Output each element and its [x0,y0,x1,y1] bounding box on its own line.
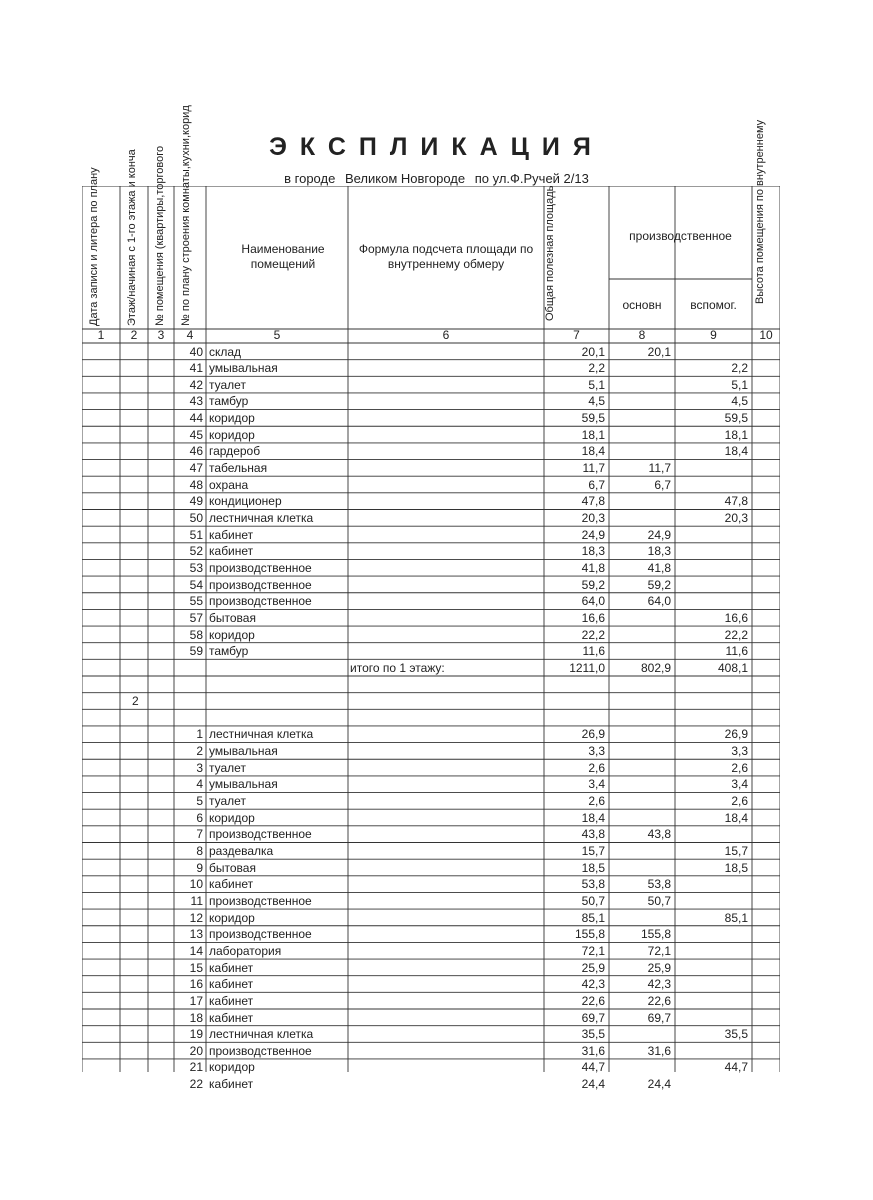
room-number: 42 [189,377,203,392]
aux-area: 22,2 [724,627,748,642]
room-number: 6 [196,810,203,825]
aux-area: 47,8 [724,494,748,509]
room-name: туалет [209,760,246,775]
aux-area: 18,1 [724,427,748,442]
main-area: 69,7 [647,1010,671,1025]
total-area: 64,0 [581,594,605,609]
room-name: производственное [209,594,312,609]
aux-area: 16,6 [724,610,748,625]
column-number: 1 [97,328,105,342]
room-name: коридор [209,627,255,642]
room-name: производственное [209,927,312,942]
room-number: 50 [189,511,203,525]
room-number: 11 [190,893,203,908]
header-room-name: Наименование помещений [241,242,325,271]
room-name: лестничная клетка [209,1027,314,1042]
main-area: 31,6 [647,1043,671,1058]
aux-area: 2,6 [731,760,748,775]
room-name: кабинет [209,877,254,892]
floor-number: 2 [132,694,139,709]
floor-total-label: итого по 1 этажу: [350,660,445,675]
room-number: 22 [189,1077,203,1092]
room-name: раздевалка [209,844,274,858]
room-number: 48 [189,477,203,492]
header-date-litera: Дата записи и литера по плану [88,167,100,326]
aux-area: 18,4 [724,444,748,459]
aux-area: 59,5 [724,411,748,426]
header-formula: Формула подсчета площади по внутреннему обмеру [358,242,534,271]
room-name: тамбур [209,644,249,659]
total-area: 44,7 [581,1060,605,1075]
room-number: 9 [196,860,203,875]
total-area: 155,8 [574,927,605,942]
room-number: 45 [189,427,203,442]
room-number: 20 [189,1043,203,1058]
room-name: производственное [209,893,312,908]
main-area: 53,8 [647,877,671,892]
header-main: основн [622,298,662,312]
total-area: 20,3 [581,511,605,525]
room-name: табельная [209,461,268,476]
room-name: коридор [209,427,255,442]
room-number: 13 [189,927,203,942]
total-area: 18,4 [581,444,605,459]
main-area: 43,8 [647,827,671,842]
room-number: 54 [189,577,203,592]
room-name: бытовая [209,860,256,875]
main-area: 24,4 [647,1077,671,1092]
main-area: 6,7 [654,477,671,492]
main-area: 25,9 [647,960,671,975]
room-number: 14 [189,943,203,958]
room-name: тамбур [209,394,249,409]
subtitle-address: по ул.Ф.Ручей 2/13 [474,171,589,186]
total-area: 15,7 [581,844,605,858]
room-name: коридор [209,1060,255,1075]
room-number: 7 [196,827,203,842]
header-aux: вспомог. [690,298,737,312]
room-name: кабинет [209,993,254,1008]
room-number: 53 [189,560,203,575]
room-number: 49 [189,494,203,509]
aux-area: 2,2 [731,361,748,376]
column-number: 4 [186,328,194,342]
room-name: производственное [209,1043,312,1058]
main-area: 41,8 [647,560,671,575]
column-number: 7 [573,328,580,342]
main-area: 59,2 [647,577,671,592]
aux-area: 18,4 [724,810,748,825]
subtitle-city-prefix: в городе [284,171,336,186]
room-name: умывальная [209,744,278,759]
total-area: 4,5 [588,394,605,409]
total-area: 18,5 [581,860,605,875]
header-production: производственное [629,229,732,243]
room-name: умывальная [209,361,278,376]
room-number: 41 [189,361,203,376]
room-number: 57 [189,610,203,625]
room-number: 12 [189,910,203,925]
aux-area: 20,3 [724,511,748,525]
room-name: туалет [209,794,246,809]
room-name: кабинет [209,1010,254,1025]
total-area: 26,9 [581,727,605,742]
aux-area: 26,9 [724,727,748,742]
room-name: кабинет [209,1077,254,1092]
room-number: 1 [196,727,203,742]
room-name: туалет [209,377,246,392]
document-title: ЭКСПЛИКАЦИЯ [269,133,604,161]
total-area: 6,7 [588,477,605,492]
aux-area: 18,5 [724,860,748,875]
main-area: 155,8 [640,927,671,942]
room-name: кабинет [209,960,254,975]
room-number: 10 [189,877,203,892]
room-name: гардероб [209,444,261,459]
room-name: коридор [209,411,255,426]
room-number: 19 [189,1027,203,1042]
column-number: 6 [442,328,450,342]
room-number: 51 [189,527,203,542]
room-name: кондиционер [209,494,282,509]
main-area: 24,9 [647,527,671,542]
total-area: 35,5 [581,1027,605,1042]
header-height: Высота помещения по внутреннему [754,119,766,304]
header-floor: Этаж/начиная с 1-го этажа и конча [126,149,138,326]
room-number: 21 [189,1060,203,1075]
room-name: коридор [209,910,255,925]
total-area: 24,4 [581,1077,605,1092]
room-name: бытовая [209,610,256,625]
column-number: 9 [710,328,717,342]
room-number: 4 [196,777,203,792]
total-area: 22,2 [581,627,605,642]
room-number: 17 [189,993,203,1008]
main-area: 72,1 [647,943,671,958]
total-area: 11,7 [582,461,605,476]
total-area: 2,6 [588,794,605,809]
total-area: 59,2 [581,577,605,592]
total-area: 24,9 [581,527,605,542]
total-area: 18,3 [581,544,605,559]
column-number: 3 [157,328,165,342]
total-area: 41,8 [581,560,605,575]
subtitle-city: Великом Новгороде [344,171,466,186]
room-number: 47 [189,461,203,476]
aux-area: 15,7 [724,844,748,858]
aux-area: 44,7 [724,1060,748,1075]
total-area: 3,3 [588,744,605,759]
room-name: лаборатория [209,943,282,958]
main-area: 22,6 [647,993,671,1008]
column-number: 10 [759,328,773,342]
room-number: 44 [189,411,203,426]
room-number: 3 [196,760,203,775]
total-area: 5,1 [588,377,605,392]
room-number: 40 [189,344,203,359]
main-area: 50,7 [647,893,671,908]
room-number: 58 [189,627,203,642]
total-area: 69,7 [581,1010,605,1025]
total-area: 42,3 [581,977,605,992]
main-area: 802,9 [640,660,671,675]
header-room-number: № помещения (квартиры,торгового [154,145,166,326]
room-name: коридор [209,810,255,825]
total-area: 1211,0 [569,660,605,675]
room-name: кабинет [209,544,254,559]
room-number: 18 [189,1010,203,1025]
total-area: 50,7 [581,893,605,908]
room-number: 55 [189,594,203,609]
aux-area: 85,1 [724,910,748,925]
room-name: производственное [209,827,312,842]
total-area: 11,6 [582,644,605,659]
main-area: 11,7 [648,461,671,476]
total-area: 2,6 [588,760,605,775]
room-number: 2 [196,744,203,759]
column-number: 2 [130,328,138,342]
total-area: 20,1 [581,344,605,359]
main-area: 42,3 [647,977,671,992]
main-area: 18,3 [647,544,671,559]
total-area: 72,1 [581,943,605,958]
aux-area: 35,5 [724,1027,748,1042]
aux-area: 4,5 [731,394,748,409]
room-name: кабинет [209,527,254,542]
room-name: охрана [209,477,249,492]
room-name: производственное [209,560,312,575]
room-name: лестничная клетка [209,511,314,525]
room-name: умывальная [209,777,278,792]
main-area: 64,0 [647,594,671,609]
total-area: 16,6 [581,610,605,625]
total-area: 18,1 [581,427,605,442]
aux-area: 3,4 [731,777,748,792]
room-name: кабинет [209,977,254,992]
room-number: 43 [189,394,203,409]
total-area: 22,6 [581,993,605,1008]
room-number: 59 [189,644,203,659]
column-number: 8 [638,328,646,342]
total-area: 43,8 [581,827,605,842]
total-area: 59,5 [581,411,605,426]
room-number: 52 [189,544,203,559]
total-area: 25,9 [581,960,605,975]
total-area: 18,4 [581,810,605,825]
aux-area: 5,1 [731,377,748,392]
total-area: 31,6 [581,1043,605,1058]
header-plan-number: № по плану строения комнаты,кухни,корид [180,105,192,326]
aux-area: 2,6 [731,794,748,809]
room-number: 15 [189,960,203,975]
total-area: 47,8 [581,494,605,509]
header-total-area: Общая полезная площадь [544,185,556,321]
room-number: 8 [196,844,203,858]
room-number: 16 [189,977,203,992]
column-number: 5 [273,328,281,342]
room-name: производственное [209,577,312,592]
room-number: 46 [189,444,203,459]
total-area: 2,2 [588,361,605,376]
total-area: 85,1 [581,910,605,925]
room-name: лестничная клетка [209,727,314,742]
room-name: склад [209,344,242,359]
aux-area: 408,1 [717,660,748,675]
total-area: 3,4 [588,777,605,792]
aux-area: 11,6 [725,644,748,659]
aux-area: 3,3 [731,744,748,759]
total-area: 53,8 [581,877,605,892]
main-area: 20,1 [647,344,671,359]
room-number: 5 [196,794,203,809]
